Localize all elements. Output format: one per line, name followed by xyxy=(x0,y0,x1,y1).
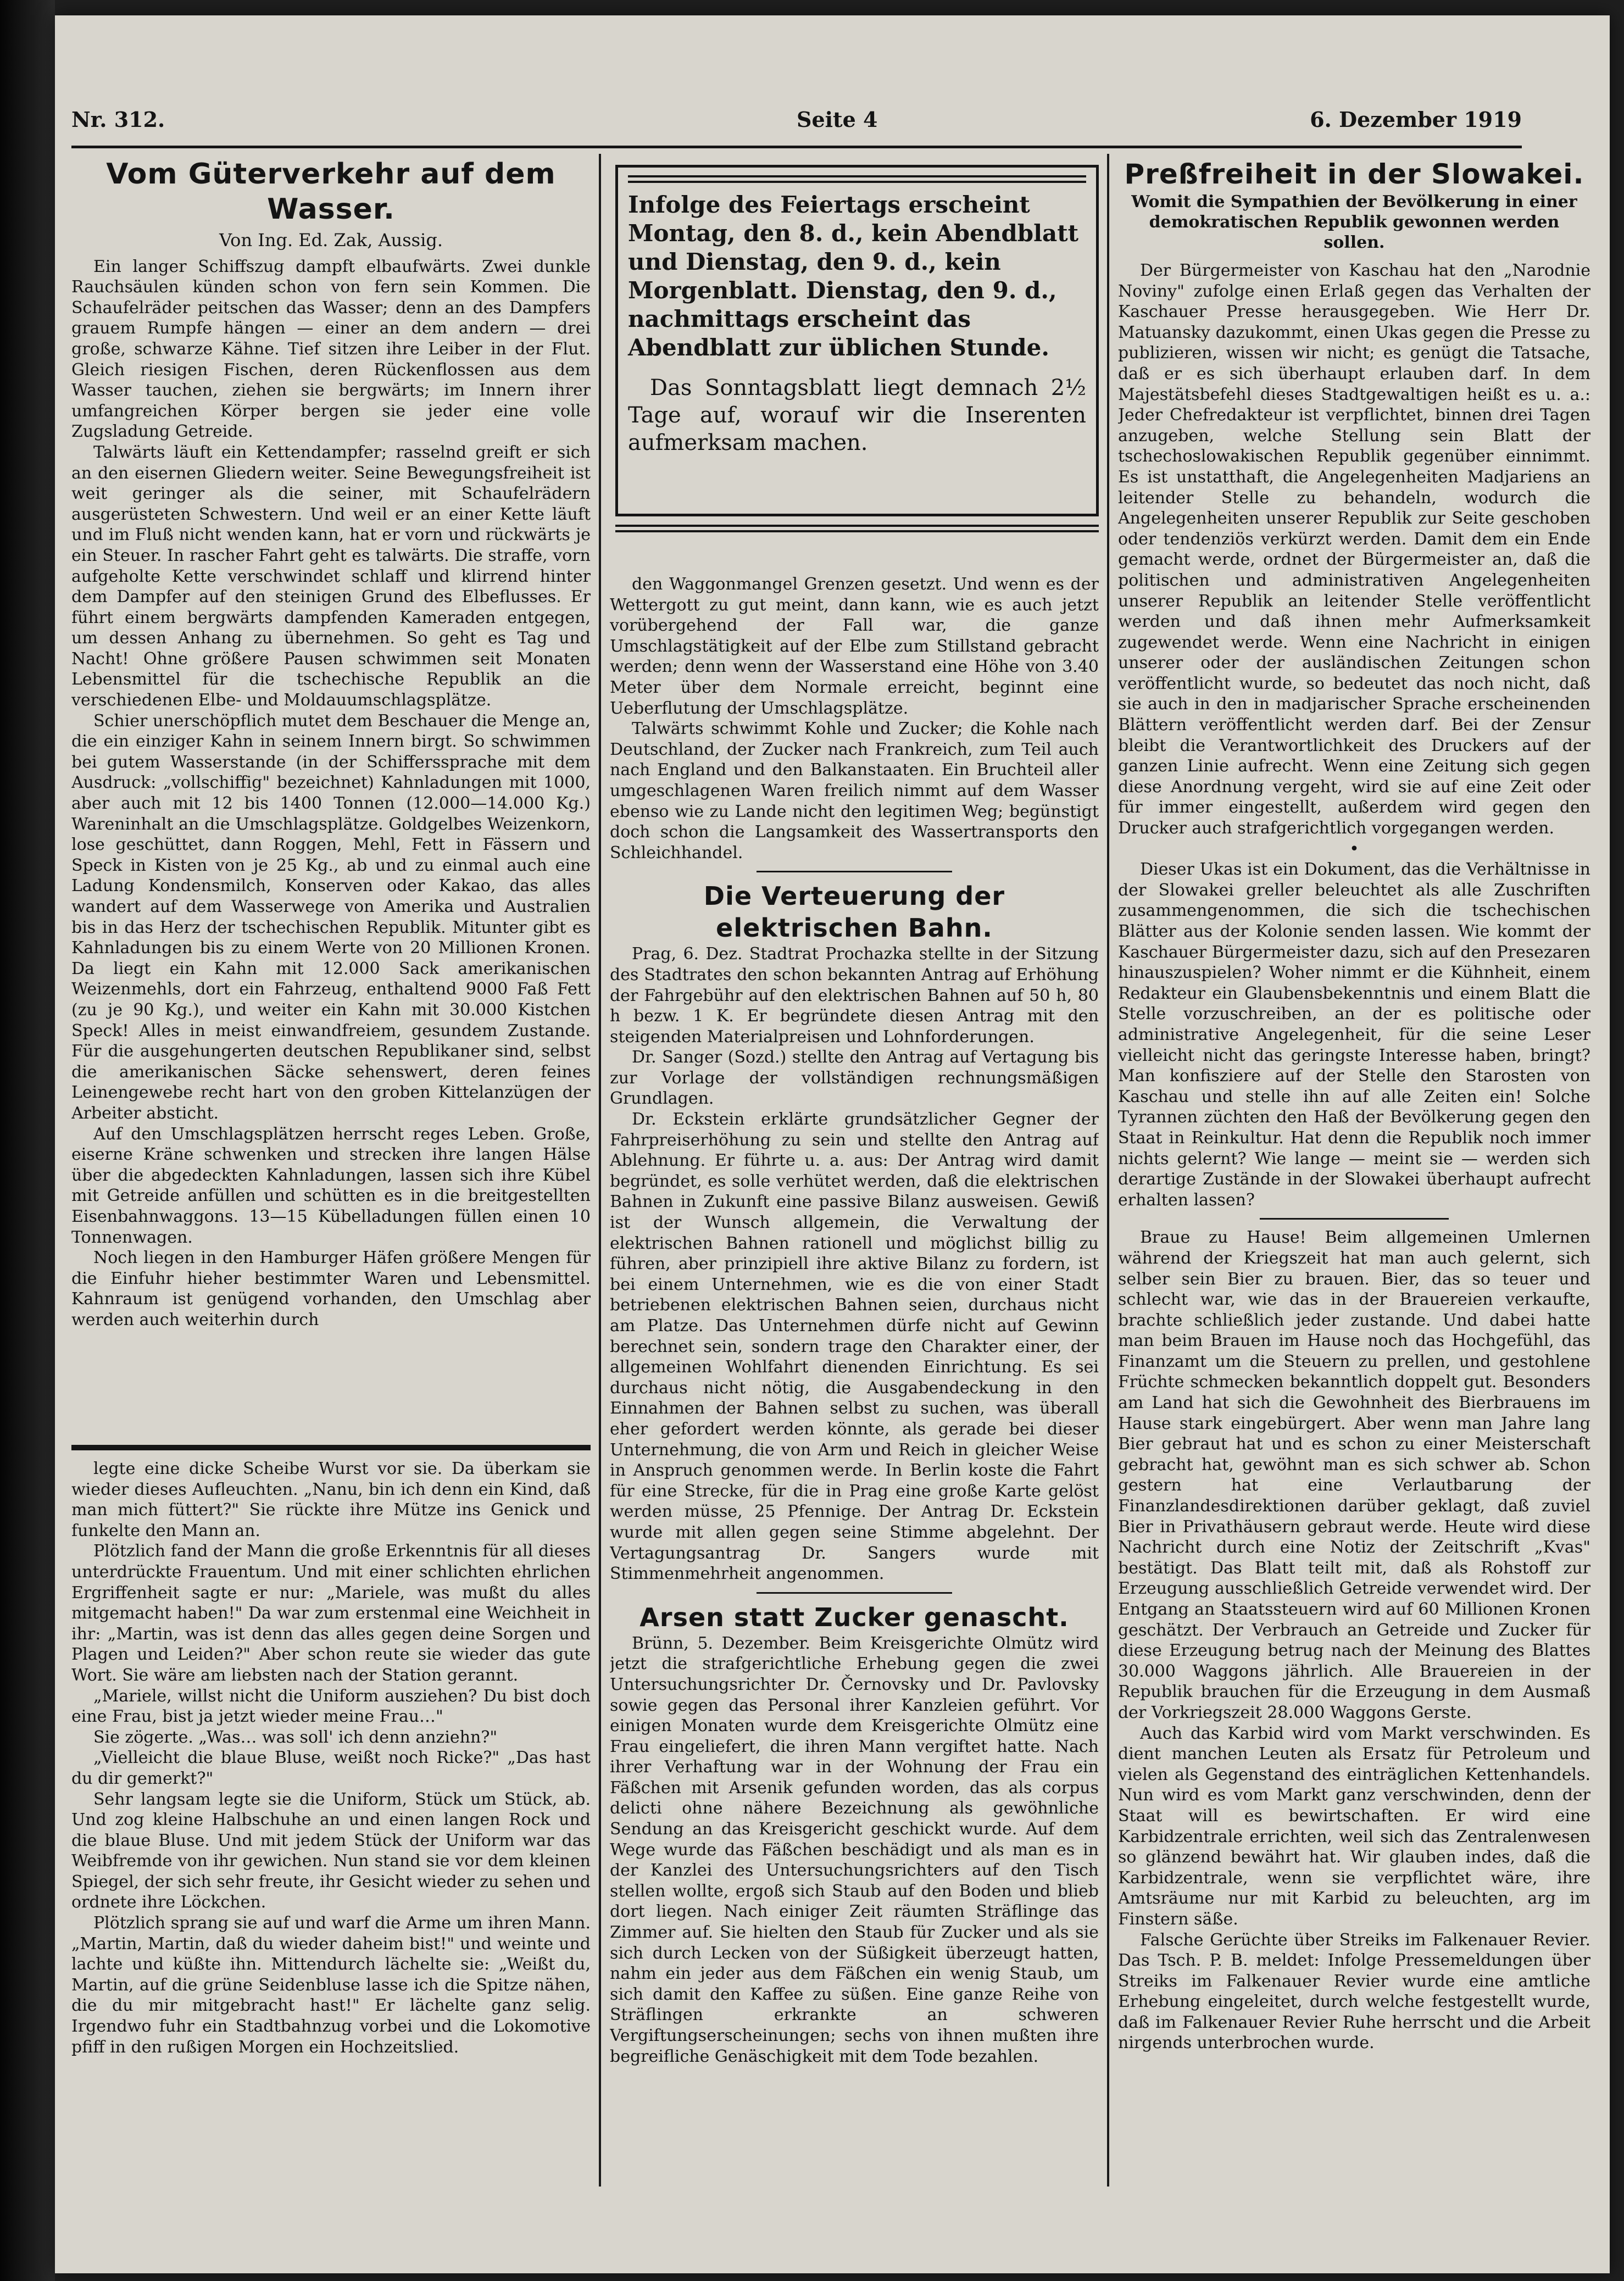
notice-bold-text: Infolge des Feiertags erscheint Montag, den 8. d., kein Abendblatt und Dienstag, den 9. d., kein Morgenblatt. Dienstag, den 9. d., nachmittags erscheint das Abendblatt zur üblichen Stunde. xyxy=(628,191,1079,361)
paragraph: Noch liegen in den Hamburger Häfen größere Mengen für die Einfuhr hieher bestimmter Waren und Lebensmittel. Kahnraum ist genügend vorhanden, den Umschlag aber werden auch weiterhin durch xyxy=(71,1248,591,1329)
column-2 xyxy=(610,574,1099,2189)
paragraph: Dr. Sanger (Sozd.) stellte den Antrag auf Vertagung bis zur Vorlage der vollständigen rechnungsmäßigen Grundlagen. xyxy=(610,1048,1099,1109)
column-3 xyxy=(1118,157,1590,2189)
article-subtitle: Womit die Sympathien der Bevölkerung in einer demokratischen Republik gewonnen werden sollen. xyxy=(1131,192,1577,252)
paragraph: Sie zögerte. „Was… was soll' ich denn anziehn?" xyxy=(93,1727,498,1747)
paragraph: Talwärts läuft ein Kettendampfer; rasselnd greift er sich an den eisernen Gliedern weiter. Seine Bewegungsfreiheit ist weit geringer als die seiner, mit Schaufelrädern ausgerüsteten Schwestern. Und weil er an einer Kette läuft und im Fluß nicht wenden kann, hat er vorn und rückwärts je ein Steuer. In rascher Fahrt geht es talwärts. Die straffe, vorn aufgeholte Kette verschwindet schlaff und klirrend hinter dem Dampfer auf den steinigen Grund des Elbeflusses. Er führt einem bergwärts dampfenden Kameraden entgegen, um dessen Anhang zu übernehmen. So geht es Tag und Nacht! Ohne größere Pausen schwimmen seit Monaten Lebensmittel für die tschechische Republik an die verschiedenen Elbe- und Moldauumschlagsplätze. xyxy=(71,442,591,710)
notice-plain-text: Das Sonntagsblatt liegt demnach 2½ Tage auf, worauf wir die Inserenten aufmerksam machen. xyxy=(628,375,1086,455)
scan-edge xyxy=(0,0,55,2281)
divider xyxy=(757,1592,952,1594)
paragraph: Ein langer Schiffszug dampft elbaufwärts. Zwei dunkle Rauchsäulen künden schon von fern sein Kommen. Die Schaufelräder peitschen das Wasser; denn an des Dampfers grauem Rumpfe hängen — einer an dem andern — drei große, schwarze Kähne. Tief sitzen ihre Leiber in der Flut. Gleich riesigen Fischen, deren Rückenflossen aus dem Wasser tauchen, ziehen sie bergwärts; im Innern ihrer umfangreichen Körper bergen sie jeder eine volle Zugsladung Getreide. xyxy=(71,257,591,442)
paragraph: Plötzlich fand der Mann die große Erkenntnis für all dieses unterdrückte Frauentum. Und mit einer schlichten ehrlichen Ergriffenheit sagte er nur: „Mariele, was mußt du alles mitgemacht haben!" Da war zum erstenmal eine Weichheit in ihr: „Martin, was ist denn das alles gegen deine Sorgen und Plagen und Leiden?" Aber schon reute sie wieder das gute Wort. Sie wäre am liebsten nach der Station gerannt. xyxy=(71,1542,591,1685)
article-gueterverkehr xyxy=(71,157,591,1431)
paragraph: Falsche Gerüchte über Streiks im Falkenauer Revier. Das Tsch. P. B. meldet: Infolge Pressemeldungen über Streiks im Falkenauer Revier wurde eine amtliche Erhebung eingeleitet, durch welche festgestellt wurde, daß im Falkenauer Revier Ruhe herrscht und die Arbeit nirgends unterbrochen wurde. xyxy=(1118,1930,1590,2053)
paragraph: Braue zu Hause! Beim allgemeinen Umlernen während der Kriegszeit hat man auch gelernt, sich selber sein Bier zu brauen. Bier, das so teuer und schlecht war, wie das in der Brauereien verkaufte, brachte schließlich jeder zustande. Und dabei hatte man beim Brauen im Hause noch das Hochgefühl, das Finanzamt um die Steuern zu prellen, und gestohlene Früchte schmecken bekanntlich doppelt gut. Besonders am Land hat sich die Gewohnheit des Bierbrauens im Hause stark eingebürgert. Aber wenn man Jahre lang Bier gebraut hat und es schon zu einer Meisterschaft gebracht hat, gewöhnt man es sich schwer ab. Schon gestern hat eine Verlautbarung der Finanzlandesdirektionen darüber geklagt, daß zuviel Bier in Privathäusern gebraut werde. Heute wird diese Nachricht durch eine Notiz der Zeitschrift „Kvas" bestätigt. Das Blatt teilt mit, daß als Rohstoff zur Erzeugung ausschließlich Getreide verwendet wird. Der Entgang an Staatssteuern wird auf 60 Millionen Kronen geschätzt. Der Verbrauch an Getreide und Zucker für diese Erzeugung betrug nach der Meinung des Blattes 30.000 Waggons jährlich. Alle Brauereien in der Republik brauchen für die Erzeugung in dem Ausmaß der Vorkriegszeit 28.000 Waggons Gerste. xyxy=(1118,1228,1590,1722)
page-header xyxy=(71,107,1522,140)
notice-rule xyxy=(628,175,1086,183)
divider xyxy=(1260,1218,1449,1220)
feuilleton-story xyxy=(71,1459,591,2189)
notice-bottom-rule xyxy=(615,525,1099,532)
paragraph: Plötzlich sprang sie auf und warf die Arme um ihren Mann. „Martin, Martin, daß du wieder daheim bist!" und weinte und lachte und küßte ihn. Mittendurch lächelte sie: „Weißt du, Martin, auf die grüne Seidenbluse lasse ich die Spitze nähen, die du mir mitgebracht hast!" Er lächelte ganz selig. Irgendwo fuhr ein Stadtbahnzug vorbei und die Lokomotive pfiff in den rußigen Morgen ein Hochzeitslied. xyxy=(71,1913,591,2057)
issue-date: 6. Dezember 1919 xyxy=(1310,107,1522,132)
feuilleton-rule xyxy=(71,1445,591,1450)
paragraph: Dieser Ukas ist ein Dokument, das die Verhältnisse in der Slowakei greller beleuchtet als alle Zuschriften zusammengenommen, die sich die tschechischen Blätter aus der Kolonie senden lassen. Wie kommt der Kaschauer Bürgermeister dazu, sich auf den Presezaren hinauszuspielen? Woher nimmt er die Kühnheit, einem Redakteur ein Glaubensbekenntnis und einem Blatt die Stelle vorzuschreiben, an der es politische oder administrative Angelegenheit, für die seine Leser vielleicht nicht das geringste Interesse haben, bringt? Man konfisziere auf der Stelle den Starosten von Kaschau und stelle ihn auf alle Zeiten ein! Solche Tyrannen züchten den Haß der Bevölkerung gegen den Staat in Reinkultur. Hat denn die Republik noch immer nichts gelernt? Wie lange — meint sie — werden sich derartige Zustände in der Slowakei überhaupt aufrecht erhalten lassen? xyxy=(1118,860,1590,1210)
paragraph: den Waggonmangel Grenzen gesetzt. Und wenn es der Wettergott zu gut meint, dann kann, wie es auch jetzt vorübergehend der Fall war, die ganze Umschlagstätigkeit auf der Elbe zum Stillstand gebracht werden; denn wenn der Wasserstand eine Höhe von 3.40 Meter über dem Normale erreicht, beginnt eine Ueberflutung der Umschlagsplätze. xyxy=(610,575,1099,718)
article-title-bahn: Die Verteuerung der elektrischen Bahn. xyxy=(703,881,1005,943)
paragraph: legte eine dicke Scheibe Wurst vor sie. Da überkam sie wieder dieses Aufleuchten. „Nanu, bin ich denn ein Kind, daß man mich füttert?" Sie rückte ihre Mütze ins Genick und funkelte den Mann an. xyxy=(71,1459,591,1540)
paragraph: „Mariele, willst nicht die Uniform ausziehen? Du bist doch eine Frau, bist ja jetzt wieder meine Frau…" xyxy=(71,1686,591,1727)
paragraph: „Vielleicht die blaue Bluse, weißt noch Ricke?" „Das hast du dir gemerkt?" xyxy=(71,1748,591,1788)
paragraph: Schier unerschöpflich mutet dem Beschauer die Menge an, die ein einziger Kahn in seinem Innern birgt. So schwimmen bei gutem Wasserstande (in der Schifferssprache mit dem Ausdruck: „vollschiffig" bezeichnet) Kahnladungen mit 1000, aber auch mit 12 bis 1400 Tonnen (12.000—14.000 Kg.) Wareninhalt an die Umschlagsplätze. Goldgelbes Weizenkorn, lose geschüttet, dann Roggen, Mehl, Fett in Fässern und Speck in Kisten von je 25 Kg., ab und zu einmal auch eine Ladung Kondensmilch, Konserven oder Kakao, das alles wandert auf dem Wasserwege von Amerika und Australien bis in das Herz der tschechischen Republik. Mitunter gibt es Kahnladungen bis zu einem Werte von 20 Millionen Kronen. Da liegt ein Kahn mit 12.000 Sack amerikanischen Weizenmehls, dort ein Fahrzeug, enthaltend 9000 Faß Fett (zu je 90 Kg.), und weiter ein Kahn mit 30.000 Kistchen Speck! Alles in meist einwandfreiem, gesundem Zustande. Für die ausgehungerten deutschen Republikaner sind, selbst die amerikanischen Säcke sehenswert, deren feines Leinengewebe recht hart von den groben Kittelanzügen der Arbeiter absticht. xyxy=(71,711,591,1123)
article-title-pressfreiheit: Preßfreiheit in der Slowakei. xyxy=(1124,158,1584,190)
paragraph: Der Bürgermeister von Kaschau hat den „Narodnie Noviny" zufolge einen Erlaß gegen das Verhalten der Kaschauer Presse herausgegeben. Wie Herr Dr. Matuansky dazukommt, einen Ukas gegen die Presse zu publizieren, wissen wir nicht; es genügt die Tatsache, daß er es sich überhaupt erlauben darf. In dem Majestätsbefehl dieses Stadtgewaltigen heißt es u. a.: Jeder Chefredakteur ist verpflichtet, binnen drei Tagen anzugeben, welche Stellung sein Blatt der tschechoslowakischen Republik gegenüber einnimmt. Es ist unstatthaft, die Angelegenheiten Madjariens an leitender Stelle zu behandeln, wodurch die Angelegenheiten unserer Republik zur Seite geschoben oder tendenziös verkürzt werden. Damit dem ein Ende gemacht werde, ordnet der Bürgermeister an, daß die politischen und administrativen Angelegenheiten unserer Republik an leitender Stelle veröffentlicht werden und daß ihnen mehr Aufmerksamkeit zugewendet werde. Wenn eine Nachricht in einigen unserer oder der ausländischen Zeitungen schon veröffentlicht wurde, so bedeutet das noch nicht, daß sie auch in den in madjarischer Sprache erscheinenden Blättern veröffentlicht werden darf. Bei der Zensur bleibt die Verantwortlichkeit des Druckers auf der ganzen Linie aufrecht. Wenn eine Zeitung sich gegen diese Anordnung vergeht, wird sie auf eine Zeit oder für immer eingestellt, außerdem wird gegen den Drucker auch strafgerichtlich vorgegangen werden. xyxy=(1118,261,1590,838)
header-rule xyxy=(71,146,1522,148)
issue-number: Nr. 312. xyxy=(71,107,165,132)
paragraph: Auch das Karbid wird vom Markt verschwinden. Es dient manchen Leuten als Ersatz für Petroleum und vielen als Gegenstand des einträglichen Kettenhandels. Nun wird es vom Markt ganz verschwinden, denn der Staat will es bewirtschaften. Er wird eine Karbidzentrale errichten, weil sich das Zentralenwesen so glänzend bewährt hat. Wir glauben indes, daß die Karbidzentrale, wenn sie verpflichtet wäre, ihre Amtsräume nur mit Karbid zu beleuchten, arg im Finstern säße. xyxy=(1118,1723,1590,1929)
divider xyxy=(757,871,952,872)
holiday-notice xyxy=(615,165,1099,516)
paragraph: Dr. Eckstein erklärte grundsätzlicher Gegner der Fahrpreiserhöhung zu sein und stellte den Antrag auf Ablehnung. Er führte u. a. aus: Der Antrag wird damit begründet, es solle verhütet werden, daß die elektrischen Bahnen in Zukunft eine passive Bilanz ausweisen. Gewiß ist der Wunsch allgemein, die Verwaltung der elektrischen Bahnen rationell und möglichst billig zu führen, aber prinzipiell ihre aktive Bilanz zu fordern, ist bei einem Unternehmen, wie es die von einer Stadt betriebenen elektrischen Bahnen seien, durchaus nicht am Platze. Das Unternehmen dürfe nicht auf Gewinn berechnet sein, sondern trage den Charakter einer, der allgemeinen Wohlfahrt dienenden Einrichtung. Es sei durchaus nicht nötig, die Ausgabendeckung in den Einnahmen der Bahnen selbst zu suchen, was überall eher gefordert werden könnte, als gerade bei dieser Unternehmung, die von Arm und Reich in gleicher Weise in Anspruch genommen werde. In Berlin koste die Fahrt für eine Strecke, für die in Prag eine große Karte gelöst werden müsse, 25 Pfennige. Der Antrag Dr. Eckstein wurde mit allen gegen seine Stimme abgelehnt. Der Vertagungsantrag Dr. Sangers wurde mit Stimmenmehrheit angenommen. xyxy=(610,1110,1099,1584)
column-rule-2 xyxy=(1107,154,1109,2187)
article-byline: Von Ing. Ed. Zak, Aussig. xyxy=(219,230,443,251)
paragraph: Prag, 6. Dez. Stadtrat Prochazka stellte in der Sitzung des Stadtrates den schon bekannten Antrag auf Erhöhung der Fahrgebühr auf den elektrischen Bahnen auf 50 h, 80 h bezw. 1 K. Er begründete diesen Antrag mit den steigenden Materialpreisen und Lohnforderungen. xyxy=(610,944,1099,1047)
paragraph: Talwärts schwimmt Kohle und Zucker; die Kohle nach Deutschland, der Zucker nach Frankreich, zum Teil auch nach England und den Balkanstaaten. Ein Bruchteil aller umgeschlagenen Waren freilich nimmt auf dem Wasser ebenso wie zu Lande nicht den legitimen Weg; begünstigt doch schon die Langsamkeit des Wassertransports den Schleichhandel. xyxy=(610,719,1099,863)
page-number: Seite 4 xyxy=(797,107,878,132)
paragraph: Sehr langsam legte sie die Uniform, Stück um Stück, ab. Und zog kleine Halbschuhe an und einen langen Rock und die blaue Bluse. Und mit jedem Stück der Uniform war das Weibfremde von ihr gewichen. Nun stand sie vor dem kleinen Spiegel, der sich sehr freute, ihr Gesicht wieder zu sehen und ordnete ihre Löckchen. xyxy=(71,1789,591,1912)
paragraph: Brünn, 5. Dezember. Beim Kreisgerichte Olmütz wird jetzt die strafgerichtliche Erhebung gegen die zwei Untersuchungsrichter Dr. Černovsky und Dr. Pavlovsky sowie gegen das Personal ihrer Kanzleien geführt. Vor einigen Monaten wurde dem Kreisgerichte Olmütz eine Frau eingeliefert, die ihren Mann vergiftet hatte. Nach ihrer Verhaftung war in der Wohnung der Frau ein Fäßchen mit Arsenik gefunden worden, das als corpus delicti ohne nähere Bezeichnung als gewöhnliche Sendung an das Kreisgericht geschickt wurde. Auf dem Wege wurde das Fäßchen beschädigt und als man es in der Kanzlei des Untersuchungsrichters auf den Tisch stellen wollte, ergoß sich Staub auf den Boden und blieb dort liegen. Nach einiger Zeit räumten Sträflinge das Zimmer auf. Sie hielten den Staub für Zucker und als sie sich durch Lecken von der Süßigkeit überzeugt hatten, nahm ein jeder aus dem Fäßchen ein wenig Staub, um sich damit den Kaffee zu süßen. Eine ganze Reihe von Sträflingen erkrankte an schweren Vergiftungserscheinungen; sechs von ihnen mußten ihre begreifliche Genäschigkeit mit dem Tode bezahlen. xyxy=(610,1633,1099,2066)
column-rule-1 xyxy=(599,154,601,2187)
paragraph: Auf den Umschlagsplätzen herrscht reges Leben. Große, eiserne Kräne schwenken und strecken ihre langen Hälse über die abgedeckten Kahnladungen, lassen sich ihre Kübel mit Getreide anfüllen und schütten es in die breitgestellten Eisenbahnwaggons. 13—15 Kübelladungen füllen einen 10 Tonnenwagen. xyxy=(71,1124,591,1247)
article-title: Vom Güterverkehr auf dem Wasser. xyxy=(106,158,556,226)
article-title-arsen: Arsen statt Zucker genascht. xyxy=(639,1602,1069,1632)
bullet-divider: • xyxy=(1349,839,1359,859)
